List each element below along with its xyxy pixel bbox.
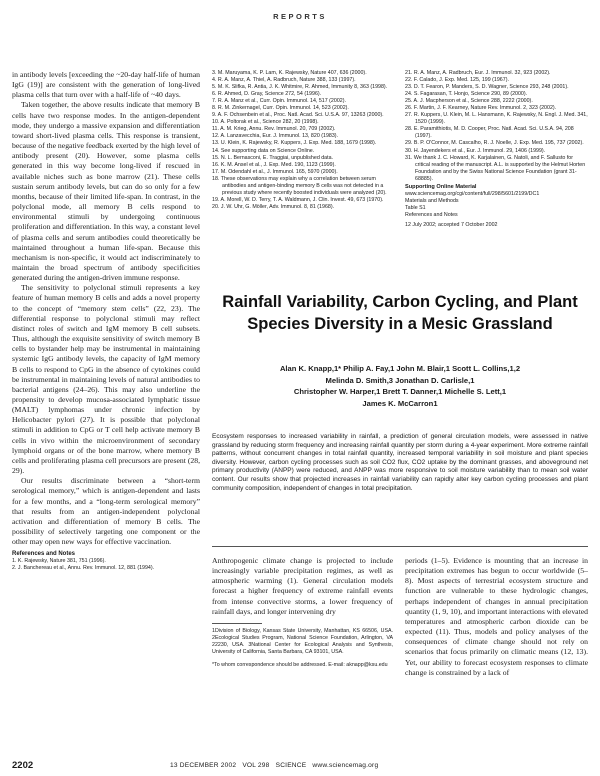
reference-item: 11. A. M. Krieg, Annu. Rev. Immunol. 20, 709 (2002). — [212, 126, 336, 133]
reference-item: 2. J. Banchereau et al., Annu. Rev. Immunol. 12, 881 (1994). — [12, 565, 155, 572]
reference-item: 5. M. K. Slifka, R. Antia, J. K. Whitmire, R. Ahmed, Immunity 8, 363 (1998). — [212, 84, 388, 91]
reference-item: 8. R. M. Zinkernagel, Curr. Opin. Immunol. 14, 523 (2002). — [212, 105, 349, 112]
reference-item: 4. R. A. Manz, A. Thiel, A. Radbruch, Nature 388, 133 (1997). — [212, 77, 356, 84]
reference-item: 15. N. L. Bernasconi, E. Traggiai, unpublished data. — [212, 154, 334, 161]
reference-item: 18. These observations may explain why a correlation between serum antibodies and antigen-binding memory B cells was not detected in a previous study where recently boosted individuals were analyzed (20). — [212, 175, 387, 196]
reference-list — [212, 70, 393, 211]
som-link[interactable]: www.sciencemag.org/cgi/content/full/298/5601/2199/DC1 — [405, 190, 540, 197]
reference-item: 22. F. Calado, J. Exp. Med. 125, 199 (1967). — [405, 77, 509, 84]
section-header: REPORTS — [273, 12, 327, 21]
issue-line: 13 DECEMBER 2002 VOL 298 SCIENCE www.sciencemag.org — [170, 762, 379, 769]
reference-item: 7. R. A. Manz et al., Curr. Opin. Immunol. 14, 517 (2002). — [212, 98, 346, 105]
left-column — [12, 70, 200, 758]
reference-item: 23. D. T. Fearon, P. Manders, S. D. Wagner, Science 293, 248 (2001). — [405, 84, 569, 91]
affiliations: 1Division of Biology, Kansas State University, Manhattan, KS 66506, USA. 2Ecological Studies Program, National Science Foundation, Arlington, VA 22230, USA. 3National Center for Ecological Analysis and Synthesis, University of California, Santa Barbara, CA 93101, USA. — [212, 627, 393, 656]
article-body-column-1 — [212, 556, 393, 758]
reference-list — [405, 70, 589, 183]
reference-item: 1. K. Rajewsky, Nature 381, 751 (1996). — [12, 558, 106, 565]
som-heading: Supporting Online Material — [405, 183, 477, 190]
reference-item: 21. R. A. Manz, A. Radbruch, Eur. J. Immunol. 32, 923 (2002). — [405, 70, 551, 76]
middle-references — [212, 70, 393, 285]
reference-item: 24. S. Fagarasan, T. Honjo, Science 290, 89 (2000). — [405, 91, 528, 98]
paragraph: periods (1–5). Evidence is mounting that an increase in precipitation extremes has begun to occur worldwide (5–8). Most aspects of terrestrial ecosystem structure and function are vulnerable to these hydrologic changes, perhaps independent of changes in annual precipitation quantity (1, 9, 10), and important interactions with elevated temperatures and atmospheric carbon dioxide can be expected (11). Thus, models and policy analyses of the consequences of climate change should not rely on scenarios that focus primarily on climatic means (12, 13). Yet, our ability to forecast ecosystem responses to climate change is constrained by a lack of — [405, 556, 588, 677]
reference-item: 14. See supporting data on Science Online. — [212, 147, 315, 154]
paragraph: Anthropogenic climate change is projected to include increasingly variable precipitation regimes, as well as atmospheric warming (1). General circulation models forecast a higher frequency of extreme rainfall events from intense convective storms, a lower frequency of rainfall days, and longer intervening dry — [212, 556, 393, 616]
author-list — [212, 363, 588, 409]
reference-item: 31. We thank J. C. Howard, K. Karjalainen, G. Natoli, and F. Sallusto for critical reading of the manuscript. A.L. is supported by the Helmut Horten Foundation and by the Swiss National Science Foundation (grant 31-68885). — [405, 154, 586, 182]
references-heading: References and Notes — [12, 551, 76, 558]
reference-list — [12, 558, 200, 572]
reference-item: 9. A. F. Ochsenbein et al., Proc. Natl. Acad. Sci. U.S.A. 97, 13263 (2000). — [212, 112, 384, 119]
reference-item: 26. F. Martin, J. F. Kearney, Nature Rev. Immunol. 2, 323 (2002). — [405, 105, 557, 112]
reference-item: 3. M. Maruyama, K. P. Lam, K. Rajewsky, Nature 407, 636 (2000). — [212, 70, 367, 76]
reference-item: 19. A. Morell, W. D. Terry, T. A. Waldmann, J. Clin. Invest. 49, 673 (1970). — [212, 196, 384, 203]
reference-item: 17. M. Odendahl et al., J. Immunol. 165, 5970 (2000). — [212, 168, 338, 175]
reference-item: 27. R. Kuppers, U. Klein, M. L. Hansmann, K. Rajewsky, N. Engl. J. Med. 341, 1520 (1999). — [405, 112, 588, 126]
abstract: Ecosystem responses to increased variability in rainfall, a prediction of general circulation models, were assessed in native grassland by reducing storm frequency and increasing rainfall quantity per storm during a 4-year experiment. More extreme rainfall patterns, without concurrent changes in total rainfall quantity, increased temporal variability in soil moisture and plant species diversity. However, carbon cycling processes such as soil CO2 flux, CO2 uptake by the dominant grasses, and aboveground net primary productivity (ANPP) were reduced, and ANPP was more responsive to soil moisture variability than to mean soil water content. Our results show that projected increases in rainfall variability can rapidly alter key carbon cycling processes and plant community composition, independent of changes in total precipitation. — [212, 433, 588, 492]
paragraph: in antibody levels [exceeding the ~20-day half-life of human IgG (19)] are consistent with the generation of long-lived plasma cells that turn over with a half-life of ~40 days. — [12, 70, 200, 100]
som-item: References and Notes — [405, 211, 458, 218]
author-line: Christopher W. Harper,1 Brett T. Danner,1 Michelle S. Lett,1 — [293, 387, 507, 397]
correspondence: *To whom correspondence should be addressed. E-mail: aknapp@ksu.edu — [212, 662, 388, 669]
reference-item: 25. A. J. Macpherson et al., Science 288, 2222 (2000). — [405, 98, 533, 105]
reference-item: 10. A. Poltorak et al., Science 282, 20 (1998). — [212, 119, 319, 126]
reference-item: 28. E. Paramithiotis, M. D. Cooper, Proc. Natl. Acad. Sci. U.S.A. 94, 208 (1997). — [405, 126, 574, 140]
paragraph: The sensitivity to polyclonal stimuli represents a key feature of human memory B cells and adds a novel property to the concept of “memory stem cells” (22, 23). The differential response to polyclonal stimuli may reflect distinct roles of switch and IgM memory B cell subsets. Thus, although the exquisite sensitivity of switch memory B cells to bystander help may be instrumental in maintaining systemic IgG antibody levels, the capacity of IgM memory B cells to respond to CpG in the absence of cytokines could be instrumental in maintaining levels of natural antibodies to bacterial antigens (24–26). This may also underline the propensity to develop mucosa-associated lymphatic tissue (MALT) lymphomas under chronic infection by Helicobacter pylori (27). It is possible that polyclonal stimuli in addition to CpG or T cell help activate memory B cells in vivo within the microenvironment of secondary lymphoid organs or of the bone marrow, where memory B cells and proliferating plasma cell precursors are present (28, 29). — [12, 283, 200, 476]
reference-item: 16. K. M. Ansel et al., J. Exp. Med. 190, 1123 (1999). — [212, 161, 336, 168]
reference-item: 30. H. Jayendekers et al., Eur. J. Immunol. 29, 1406 (1999). — [405, 147, 546, 154]
reference-item: 6. R. Ahmed, D. Gray, Science 272, 54 (1996). — [212, 91, 322, 98]
author-line: Melinda D. Smith,3 Jonathan D. Carlisle,1 — [325, 375, 475, 385]
supporting-online-material — [405, 184, 589, 229]
abstract-divider — [212, 546, 588, 547]
paragraph: Taken together, the above results indicate that memory B cells have two response modes. In the antigen-dependent mode, they undergo a massive expansion and differentiation toward short-lived plasma cells. This response is transient, because of the negative feedback exerted by the high level of antibody present (20). However, some plasma cells generated in this way become long-lived if rescued in available niches such as bone marrow (21). These cells sustain serum antibody levels, but can do so only for a few months, because of their limited life-span. In contrast, in the polyclonal mode, all memory B cells respond to environmental stimuli by undergoing continuous proliferation and differentiation. In this way, a constant level of plasma cells and serum antibodies could theoretically be maintained throughout a human life-span. Because this mechanism is non-specific, it would act indiscriminately to maintain the broad spectrum of antibody specificities generated during the antigen-driven immune response. — [12, 100, 200, 283]
reference-item: 13. U. Klein, K. Rajewsky, R. Kuppers, J. Exp. Med. 188, 1679 (1998). — [212, 140, 377, 147]
reference-item: 20. J. W. Uhr, G. Möller, Adv. Immunol. 8, 81 (1968). — [212, 203, 335, 210]
author-line: James K. McCarron1 — [362, 398, 438, 408]
article-title: Rainfall Variability, Carbon Cycling, and Plant Species Diversity in a Mesic Grassland — [222, 293, 578, 333]
reference-item: 29. B. P. O'Connor, M. Cascalho, R. J. Noelle, J. Exp. Med. 195, 737 (2002). — [405, 140, 584, 147]
right-references — [405, 70, 589, 285]
article-body-column-2 — [405, 556, 588, 758]
author-line: Alan K. Knapp,1* Philip A. Fay,1 John M. Blair,1 Scott L. Collins,1,2 — [279, 364, 521, 373]
paragraph: Our results discriminate between a “short-term serological memory,” which is antigen-dependent and lasts for a few months, and a “long-term serological memory” that results from an antigen-independent polyclonal activation and differentiation of memory B cells. The possibility of selectively targeting one component or the other may open new ways for effective vaccination. — [12, 476, 200, 547]
som-item: Materials and Methods — [405, 197, 459, 204]
som-item: Table S1 — [405, 204, 426, 211]
page-number: 2202 — [12, 760, 34, 771]
received-accepted-dates: 12 July 2002; accepted 7 October 2002 — [405, 221, 498, 228]
affiliation-divider — [212, 623, 262, 624]
reference-item: 12. A. Lanzavecchia, Eur. J. Immunol. 13, 820 (1983). — [212, 133, 339, 140]
